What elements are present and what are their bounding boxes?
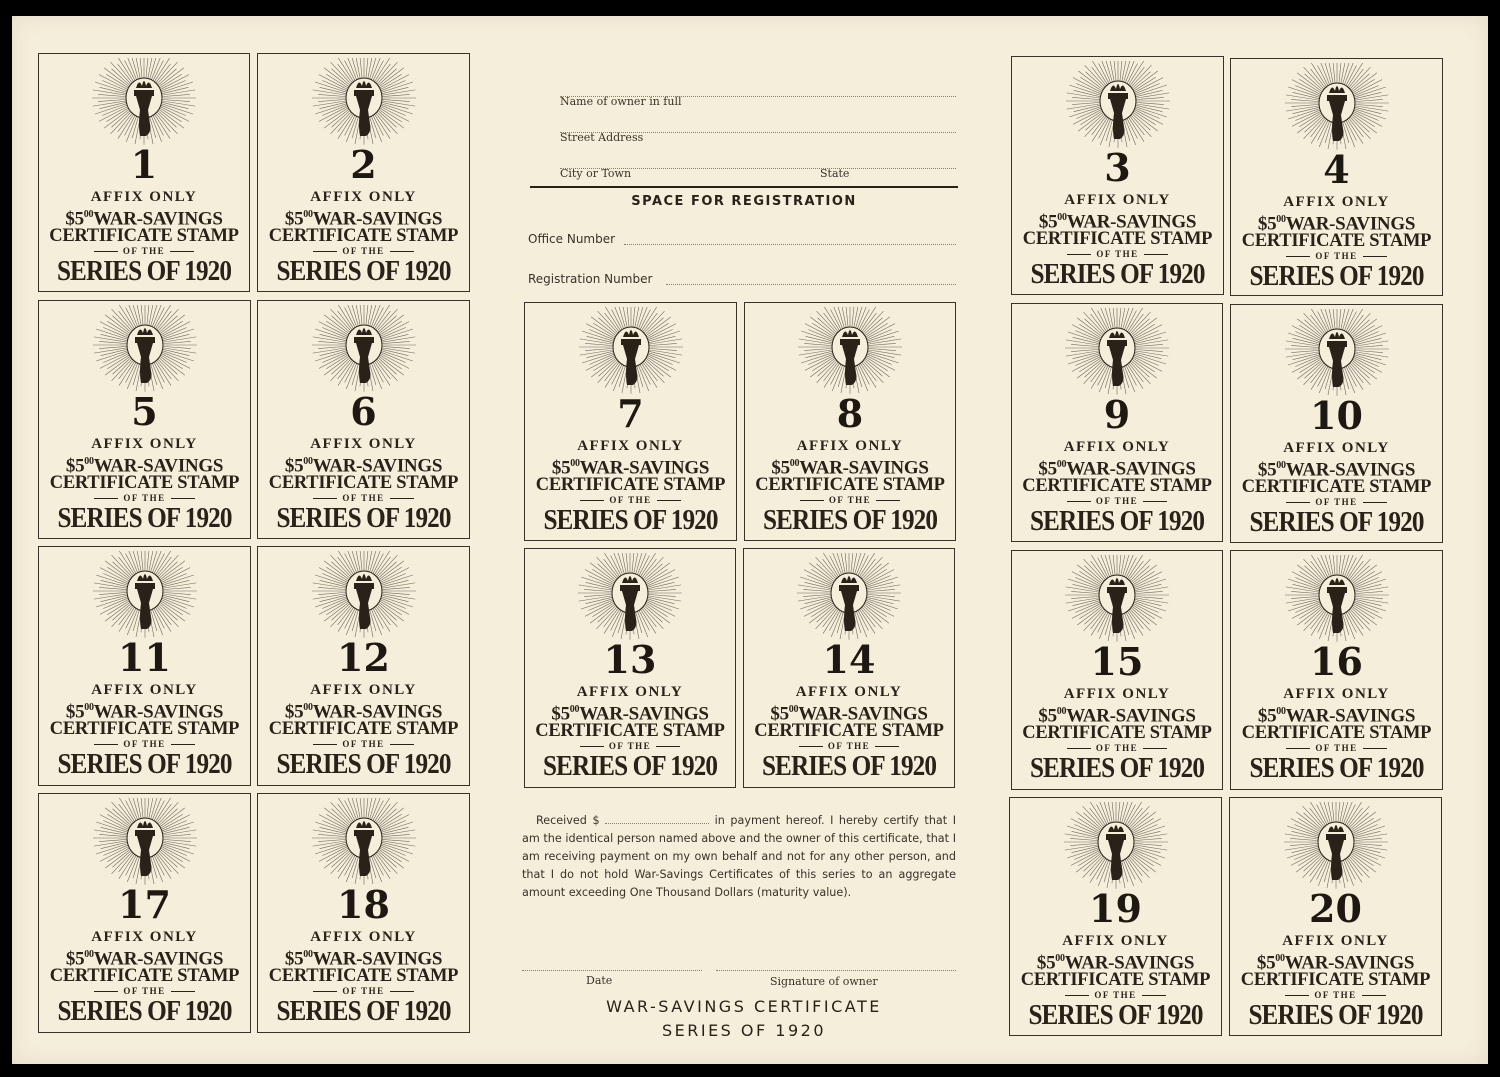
series-text: SERIES OF 1920 xyxy=(1029,506,1205,537)
stamp-box-8[interactable] xyxy=(744,302,956,541)
war-savings-text: $\$5^{00}WAR$-SAVINGS xyxy=(284,948,443,970)
affix-text: AFFIX ONLY xyxy=(91,682,198,698)
certificate-stamp-text: CERTIFICATE STAMP xyxy=(49,473,240,493)
stamp-box-4[interactable] xyxy=(1230,58,1443,296)
stamp-box-14[interactable] xyxy=(743,548,955,788)
certificate-stamp-text: CERTIFICATE STAMP xyxy=(1240,970,1431,990)
date-label: Date xyxy=(586,974,613,987)
stamp-box-6[interactable] xyxy=(257,300,470,539)
of-the-text: OF THE xyxy=(1010,990,1221,1000)
stamp-box-5[interactable] xyxy=(38,300,251,539)
affix-text: AFFIX ONLY xyxy=(1064,192,1171,208)
received-amount-line[interactable] xyxy=(605,815,709,824)
war-savings-text: $\$5^{00}WAR$-SAVINGS xyxy=(1257,459,1416,481)
certificate-stamp-text: CERTIFICATE STAMP xyxy=(268,966,459,986)
series-text: SERIES OF 1920 xyxy=(56,256,232,287)
stamp-number: 16 xyxy=(1310,639,1363,684)
stamp-box-11[interactable] xyxy=(38,546,251,786)
office-number-line[interactable] xyxy=(624,244,956,245)
of-the-text: OF THE xyxy=(258,246,469,256)
affix-text: AFFIX ONLY xyxy=(1282,933,1389,949)
series-text: SERIES OF 1920 xyxy=(762,505,938,536)
series-text: SERIES OF 1920 xyxy=(276,996,451,1027)
series-text: SERIES OF 1920 xyxy=(276,749,451,780)
stamp-box-19[interactable] xyxy=(1009,797,1222,1036)
war-savings-text: $\$5^{00}WAR$-SAVINGS xyxy=(65,701,224,723)
certificate-stamp-text: CERTIFICATE STAMP xyxy=(1022,723,1212,743)
affix-text: AFFIX ONLY xyxy=(795,684,903,700)
affix-text: AFFIX ONLY xyxy=(1283,686,1390,702)
owner-name-line[interactable] xyxy=(560,96,956,97)
stamp-box-16[interactable] xyxy=(1230,550,1443,790)
stamp-number: 2 xyxy=(350,142,377,187)
affix-text: AFFIX ONLY xyxy=(310,682,417,698)
affix-text: AFFIX ONLY xyxy=(1062,933,1169,949)
of-the-text: OF THE xyxy=(1012,249,1223,259)
stamp-number: 18 xyxy=(337,882,390,927)
series-text: SERIES OF 1920 xyxy=(1028,1000,1203,1031)
war-savings-text: $\$5^{00}WAR$-SAVINGS xyxy=(551,703,709,725)
registration-number-label: Registration Number xyxy=(528,272,653,286)
stamp-number: 17 xyxy=(118,882,171,927)
certificate-stamp-text: CERTIFICATE STAMP xyxy=(268,226,459,246)
war-savings-text: $\$5^{00}WAR$-SAVINGS xyxy=(284,208,443,230)
series-text: SERIES OF 1920 xyxy=(543,505,718,536)
office-number-label: Office Number xyxy=(528,232,616,246)
stamp-number: 19 xyxy=(1089,886,1142,931)
of-the-text: OF THE xyxy=(39,493,250,503)
stamp-box-2[interactable] xyxy=(257,53,470,292)
certificate-stamp-text: CERTIFICATE STAMP xyxy=(535,475,726,495)
of-the-text: OF THE xyxy=(1231,743,1442,753)
of-the-text: OF THE xyxy=(1231,251,1442,261)
of-the-text: OF THE xyxy=(39,246,249,256)
certificate-sheet xyxy=(12,16,1488,1064)
series-text: SERIES OF 1920 xyxy=(1248,1000,1423,1031)
affix-text: AFFIX ONLY xyxy=(577,438,684,454)
of-the-text: OF THE xyxy=(39,986,250,996)
city-label: City or Town xyxy=(560,167,632,180)
stamp-number: 10 xyxy=(1310,393,1363,438)
series-text: SERIES OF 1920 xyxy=(57,996,232,1027)
stamp-number: 1 xyxy=(130,142,158,187)
stamp-number: 7 xyxy=(617,391,644,436)
stamp-number: 3 xyxy=(1104,145,1131,190)
war-savings-text: $\$5^{00}WAR$-SAVINGS xyxy=(65,455,224,477)
affix-text: AFFIX ONLY xyxy=(796,438,904,454)
certificate-stamp-text: CERTIFICATE STAMP xyxy=(268,473,459,493)
affix-text: AFFIX ONLY xyxy=(91,436,198,452)
stamp-number: 13 xyxy=(603,637,657,682)
certificate-stamp-text: CERTIFICATE STAMP xyxy=(49,966,240,986)
affix-text: AFFIX ONLY xyxy=(1063,439,1171,455)
registration-heading: SPACE FOR REGISTRATION xyxy=(631,194,857,209)
of-the-text: OF THE xyxy=(1231,497,1442,507)
series-text: SERIES OF 1920 xyxy=(57,749,232,780)
of-the-text: OF THE xyxy=(1012,496,1222,506)
certificate-stamp-text: CERTIFICATE STAMP xyxy=(1241,477,1432,497)
stamp-box-13[interactable] xyxy=(524,548,736,788)
affix-text: AFFIX ONLY xyxy=(90,189,198,205)
war-savings-text: $\$5^{00}WAR$-SAVINGS xyxy=(1038,458,1196,480)
stamp-box-9[interactable] xyxy=(1011,303,1223,542)
certificate-stamp-text: CERTIFICATE STAMP xyxy=(1020,970,1211,990)
certificate-stamp-text: CERTIFICATE STAMP xyxy=(49,226,239,246)
series-text: SERIES OF 1920 xyxy=(57,503,232,534)
of-the-text: OF THE xyxy=(525,741,735,751)
of-the-text: OF THE xyxy=(1012,743,1222,753)
war-savings-text: $\$5^{00}WAR$-SAVINGS xyxy=(284,701,443,723)
series-text: SERIES OF 1920 xyxy=(761,751,937,782)
city-state-line[interactable] xyxy=(560,168,956,169)
stamp-number: 11 xyxy=(118,635,171,680)
affix-text: AFFIX ONLY xyxy=(310,436,417,452)
affix-text: AFFIX ONLY xyxy=(310,189,417,205)
affix-text: AFFIX ONLY xyxy=(1283,440,1390,456)
affix-text: AFFIX ONLY xyxy=(576,684,684,700)
war-savings-text: $\$5^{00}WAR$-SAVINGS xyxy=(1036,952,1195,974)
stamp-box-12[interactable] xyxy=(257,546,470,786)
state-label: State xyxy=(820,167,850,180)
stamp-box-10[interactable] xyxy=(1230,304,1443,543)
series-text: SERIES OF 1920 xyxy=(1249,261,1424,292)
series-text: SERIES OF 1920 xyxy=(542,751,718,782)
series-text: SERIES OF 1920 xyxy=(276,503,451,534)
of-the-text: OF THE xyxy=(258,986,469,996)
war-savings-text: $\$5^{00}WAR$-SAVINGS xyxy=(1038,705,1196,727)
stamp-box-7[interactable] xyxy=(524,302,737,541)
stamp-number: 8 xyxy=(836,391,864,436)
of-the-text: OF THE xyxy=(39,739,250,749)
street-address-line[interactable] xyxy=(560,132,956,133)
war-savings-text: $\$5^{00}WAR$-SAVINGS xyxy=(1257,213,1416,235)
stamp-box-1[interactable] xyxy=(38,53,250,292)
certificate-stamp-text: CERTIFICATE STAMP xyxy=(1241,723,1432,743)
war-savings-text: $\$5^{00}WAR$-SAVINGS xyxy=(1257,705,1416,727)
of-the-text: OF THE xyxy=(745,495,955,505)
war-savings-text: $\$5^{00}WAR$-SAVINGS xyxy=(65,208,223,230)
owner-name-label: Name of owner in full xyxy=(560,95,682,108)
certificate-stamp-text: CERTIFICATE STAMP xyxy=(535,721,725,741)
stamp-number: 9 xyxy=(1103,392,1131,437)
received-prefix: Received $ xyxy=(536,814,600,827)
stamp-box-18[interactable] xyxy=(257,793,470,1033)
stamp-number: 4 xyxy=(1323,147,1350,192)
war-savings-text: $\$5^{00}WAR$-SAVINGS xyxy=(551,457,710,479)
registration-number-line[interactable] xyxy=(666,284,956,285)
affix-text: AFFIX ONLY xyxy=(1063,686,1171,702)
war-savings-text: $\$5^{00}WAR$-SAVINGS xyxy=(1038,211,1197,233)
certificate-stamp-text: CERTIFICATE STAMP xyxy=(268,719,459,739)
certificate-stamp-text: CERTIFICATE STAMP xyxy=(49,719,240,739)
stamp-number: 6 xyxy=(350,389,377,434)
footer-title-line1: WAR-SAVINGS CERTIFICATE xyxy=(606,997,882,1016)
signature-line[interactable] xyxy=(716,970,956,971)
stamp-number: 15 xyxy=(1090,639,1144,684)
stamp-number: 12 xyxy=(337,635,390,680)
registration-divider xyxy=(530,186,958,188)
certificate-stamp-text: CERTIFICATE STAMP xyxy=(1022,229,1213,249)
affix-text: AFFIX ONLY xyxy=(91,929,198,945)
of-the-text: OF THE xyxy=(1230,990,1441,1000)
war-savings-text: $\$5^{00}WAR$-SAVINGS xyxy=(65,948,224,970)
street-address-label: Street Address xyxy=(560,131,644,144)
stamp-box-15[interactable] xyxy=(1011,550,1223,790)
certificate-stamp-text: CERTIFICATE STAMP xyxy=(755,475,945,495)
of-the-text: OF THE xyxy=(525,495,736,505)
stamp-box-17[interactable] xyxy=(38,793,251,1033)
affix-text: AFFIX ONLY xyxy=(1283,194,1390,210)
certificate-stamp-text: CERTIFICATE STAMP xyxy=(1241,231,1432,251)
series-text: SERIES OF 1920 xyxy=(1029,753,1205,784)
war-savings-text: $\$5^{00}WAR$-SAVINGS xyxy=(1256,952,1415,974)
war-savings-text: $\$5^{00}WAR$-SAVINGS xyxy=(284,455,443,477)
series-text: SERIES OF 1920 xyxy=(276,256,451,287)
certificate-stamp-text: CERTIFICATE STAMP xyxy=(754,721,944,741)
stamp-number: 5 xyxy=(131,389,158,434)
stamp-box-3[interactable] xyxy=(1011,56,1224,295)
of-the-text: OF THE xyxy=(744,741,954,751)
affix-text: AFFIX ONLY xyxy=(310,929,417,945)
date-line[interactable] xyxy=(522,970,702,971)
series-text: SERIES OF 1920 xyxy=(1249,753,1424,784)
stamp-number: 14 xyxy=(822,637,876,682)
series-text: SERIES OF 1920 xyxy=(1249,507,1424,538)
of-the-text: OF THE xyxy=(258,493,469,503)
war-savings-text: $\$5^{00}WAR$-SAVINGS xyxy=(771,457,929,479)
footer-title-line2: SERIES OF 1920 xyxy=(661,1021,827,1040)
signature-label: Signature of owner xyxy=(770,975,878,988)
war-savings-text: $\$5^{00}WAR$-SAVINGS xyxy=(770,703,928,725)
of-the-text: OF THE xyxy=(258,739,469,749)
certification-body: in payment hereof. I hereby certify that I am the identical person named above and the owner of this certificate, that I am receiving payment on my own behalf and not for any other person, and that I do not hold War-Savings Certificates of this series to an aggregate amount exceeding One Thousand Dollars (maturity value). xyxy=(522,814,956,899)
stamp-number: 20 xyxy=(1309,886,1362,931)
stamp-box-20[interactable] xyxy=(1229,797,1442,1036)
certificate-stamp-text: CERTIFICATE STAMP xyxy=(1022,476,1212,496)
series-text: SERIES OF 1920 xyxy=(1030,259,1205,290)
certification-text xyxy=(522,812,956,902)
